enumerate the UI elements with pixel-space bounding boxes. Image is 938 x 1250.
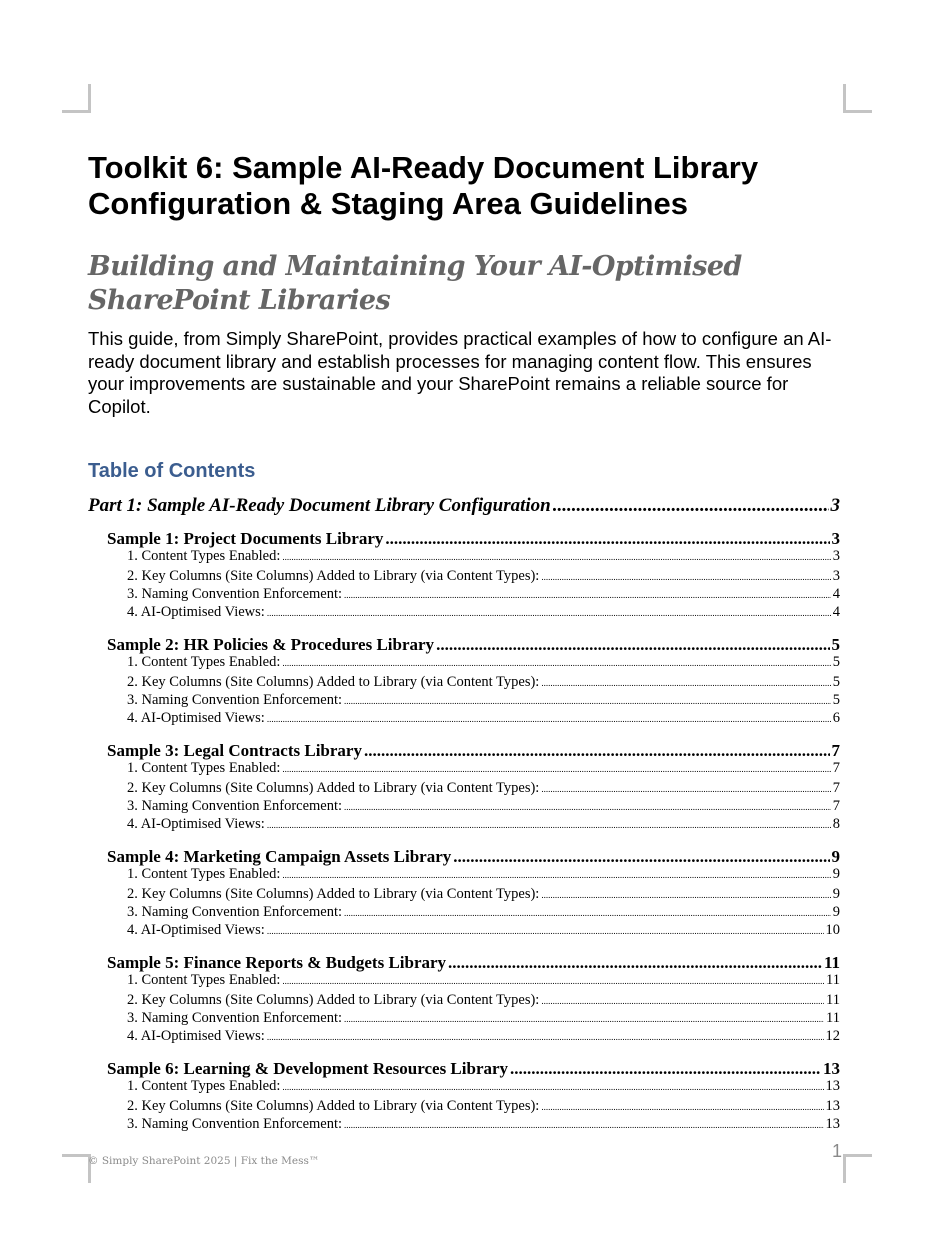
toc-subsection-entry-label: 3. Naming Convention Enforcement: xyxy=(127,1010,343,1026)
toc-part-entry-label: Part 1: Sample AI-Ready Document Library Configuration xyxy=(88,495,551,516)
toc-sample-entry-page: 13 xyxy=(823,1059,840,1078)
toc-subsection-entry[interactable] xyxy=(127,1028,840,1046)
dot-leader xyxy=(344,1120,823,1130)
toc-subsection-entry-page: 8 xyxy=(832,816,840,832)
toc-sample-entry[interactable] xyxy=(107,1059,840,1079)
toc-subsection-entry[interactable] xyxy=(127,780,840,798)
toc-subsection-entry-page: 5 xyxy=(832,674,840,690)
toc-subsection-entry-page: 6 xyxy=(832,710,840,726)
toc-subsection-entry[interactable] xyxy=(127,886,840,904)
dot-leader xyxy=(282,870,830,880)
dot-leader xyxy=(541,784,830,794)
toc-sample-entry-label: Sample 5: Finance Reports & Budgets Library xyxy=(107,953,447,972)
toc-subsection-entry-label: 1. Content Types Enabled: xyxy=(127,654,281,670)
footer-text: © Simply SharePoint 2025 | Fix the Mess™ xyxy=(88,1155,320,1167)
toc-sample-entry[interactable] xyxy=(107,635,840,655)
toc-subsection-entry-label: 1. Content Types Enabled: xyxy=(127,972,281,988)
toc-part-entry-page: 3 xyxy=(830,495,840,516)
toc-subsection-entry-page: 4 xyxy=(832,604,840,620)
toc-sample-entry-label: Sample 3: Legal Contracts Library xyxy=(107,741,362,760)
dot-leader xyxy=(541,678,830,688)
crop-mark-top-left xyxy=(62,84,91,113)
toc-subsection-entry-label: 4. AI-Optimised Views: xyxy=(127,816,265,832)
toc-subsection-entry-page: 7 xyxy=(832,780,840,796)
toc-subsection-entry-page: 5 xyxy=(832,692,840,708)
crop-mark-bottom-left xyxy=(62,1154,91,1183)
toc-sample-entry-label: Sample 6: Learning & Development Resources Library xyxy=(107,1059,509,1078)
toc-sample-entry-page: 7 xyxy=(831,741,840,760)
toc-sample-entry-page: 9 xyxy=(831,847,840,866)
toc-subsection-entry[interactable] xyxy=(127,816,840,834)
toc-subsection-entry-label: 3. Naming Convention Enforcement: xyxy=(127,586,343,602)
toc-subsection-entry-label: 4. AI-Optimised Views: xyxy=(127,710,265,726)
crop-mark-bottom-right xyxy=(843,1154,872,1183)
dot-leader xyxy=(267,926,824,936)
dot-leader xyxy=(436,635,829,655)
toc-subsection-entry-page: 5 xyxy=(832,654,840,670)
toc-subsection-entry-page: 12 xyxy=(825,1028,840,1044)
toc-subsection-entry-page: 7 xyxy=(832,798,840,814)
toc-sample-entry-label: Sample 4: Marketing Campaign Assets Library xyxy=(107,847,452,866)
toc-subsection-entry-label: 3. Naming Convention Enforcement: xyxy=(127,1116,343,1132)
toc-subsection-entry[interactable] xyxy=(127,1116,840,1134)
dot-leader xyxy=(541,1102,823,1112)
toc-subsection-entry-page: 7 xyxy=(832,760,840,776)
dot-leader xyxy=(267,714,831,724)
toc-subsection-entry-page: 3 xyxy=(832,568,840,584)
toc-subsection-entry-page: 10 xyxy=(825,922,840,938)
toc-sample-entry[interactable] xyxy=(107,741,840,761)
toc-subsection-entry-page: 13 xyxy=(825,1116,840,1132)
toc-subsection-entry-label: 2. Key Columns (Site Columns) Added to Library (via Content Types): xyxy=(127,674,540,690)
dot-leader xyxy=(282,764,830,774)
dot-leader xyxy=(344,1014,824,1024)
toc-subsection-entry-page: 11 xyxy=(826,972,840,988)
toc-subsection-entry-label: 4. AI-Optimised Views: xyxy=(127,922,265,938)
toc-sample-entry-page: 3 xyxy=(831,529,840,548)
dot-leader xyxy=(282,658,830,668)
toc-subsection-entry[interactable] xyxy=(127,692,840,710)
toc-subsection-entry-label: 2. Key Columns (Site Columns) Added to Library (via Content Types): xyxy=(127,886,540,902)
toc-subsection-entry-label: 3. Naming Convention Enforcement: xyxy=(127,798,343,814)
toc-subsection-entry[interactable] xyxy=(127,972,840,990)
toc-subsection-entry-label: 1. Content Types Enabled: xyxy=(127,548,281,564)
dot-leader xyxy=(282,976,824,986)
dot-leader xyxy=(541,996,824,1006)
dot-leader xyxy=(448,953,822,973)
dot-leader xyxy=(453,847,829,867)
toc-heading: Table of Contents xyxy=(88,460,256,482)
dot-leader xyxy=(344,590,831,600)
toc-subsection-entry-label: 1. Content Types Enabled: xyxy=(127,760,281,776)
toc-sample-entry-label: Sample 1: Project Documents Library xyxy=(107,529,384,548)
document-title: Toolkit 6: Sample AI-Ready Document Library Configuration & Staging Area Guidelines xyxy=(88,150,759,221)
dot-leader xyxy=(267,1032,824,1042)
dot-leader xyxy=(541,572,830,582)
toc-subsection-entry[interactable] xyxy=(127,568,840,586)
crop-mark-top-right xyxy=(843,84,872,113)
dot-leader xyxy=(267,820,831,830)
toc-sample-entry[interactable] xyxy=(107,529,840,549)
dot-leader xyxy=(541,890,830,900)
toc-subsection-entry-label: 4. AI-Optimised Views: xyxy=(127,1028,265,1044)
toc-subsection-entry-label: 1. Content Types Enabled: xyxy=(127,866,281,882)
toc-subsection-entry[interactable] xyxy=(127,710,840,728)
toc-subsection-entry[interactable] xyxy=(127,1078,840,1096)
dot-leader xyxy=(385,529,829,549)
dot-leader xyxy=(553,495,829,517)
dot-leader xyxy=(267,608,831,618)
toc-subsection-entry-page: 11 xyxy=(826,992,840,1008)
toc-subsection-entry-label: 2. Key Columns (Site Columns) Added to Library (via Content Types): xyxy=(127,780,540,796)
toc-subsection-entry-page: 3 xyxy=(832,548,840,564)
toc-subsection-entry[interactable] xyxy=(127,654,840,672)
toc-sample-entry[interactable] xyxy=(107,953,840,973)
toc-subsection-entry[interactable] xyxy=(127,586,840,604)
toc-subsection-entry[interactable] xyxy=(127,1010,840,1028)
toc-sample-entry[interactable] xyxy=(107,847,840,867)
toc-sample-entry-page: 5 xyxy=(831,635,840,654)
toc-subsection-entry[interactable] xyxy=(127,904,840,922)
toc-subsection-entry[interactable] xyxy=(127,992,840,1010)
dot-leader xyxy=(344,908,831,918)
toc-subsection-entry-page: 4 xyxy=(832,586,840,602)
dot-leader xyxy=(344,696,831,706)
toc-subsection-entry-label: 2. Key Columns (Site Columns) Added to Library (via Content Types): xyxy=(127,992,540,1008)
intro-paragraph: This guide, from Simply SharePoint, provides practical examples of how to configure an AI-ready document library and establish processes for managing content flow. This ensures your improvements are sustainable and your SharePoint remains a reliable source for Copilot. xyxy=(88,328,832,417)
toc-subsection-entry-label: 1. Content Types Enabled: xyxy=(127,1078,281,1094)
toc-subsection-entry-page: 13 xyxy=(825,1078,840,1094)
toc-subsection-entry[interactable] xyxy=(127,760,840,778)
toc-subsection-entry[interactable] xyxy=(127,1098,840,1116)
toc-subsection-entry-label: 3. Naming Convention Enforcement: xyxy=(127,904,343,920)
toc-subsection-entry-page: 9 xyxy=(832,886,840,902)
toc-subsection-entry[interactable] xyxy=(127,674,840,692)
toc-subsection-entry[interactable] xyxy=(127,604,840,622)
toc-subsection-entry-label: 3. Naming Convention Enforcement: xyxy=(127,692,343,708)
toc-subsection-entry[interactable] xyxy=(127,548,840,566)
toc-subsection-entry-page: 13 xyxy=(825,1098,840,1114)
toc-subsection-entry-page: 9 xyxy=(832,904,840,920)
toc-sample-entry-label: Sample 2: HR Policies & Procedures Library xyxy=(107,635,435,654)
toc-subsection-entry-label: 2. Key Columns (Site Columns) Added to Library (via Content Types): xyxy=(127,1098,540,1114)
toc-subsection-entry[interactable] xyxy=(127,922,840,940)
toc-subsection-entry-label: 2. Key Columns (Site Columns) Added to Library (via Content Types): xyxy=(127,568,540,584)
dot-leader xyxy=(510,1059,821,1079)
page-number: 1 xyxy=(832,1141,843,1161)
dot-leader xyxy=(282,1082,823,1092)
toc-subsection-entry-label: 4. AI-Optimised Views: xyxy=(127,604,265,620)
toc-subsection-entry[interactable] xyxy=(127,866,840,884)
toc-subsection-entry-page: 11 xyxy=(826,1010,840,1026)
dot-leader xyxy=(282,552,830,562)
dot-leader xyxy=(364,741,830,761)
toc-subsection-entry[interactable] xyxy=(127,798,840,816)
toc-part-entry[interactable] xyxy=(88,495,840,519)
toc-sample-entry-page: 11 xyxy=(823,953,840,972)
dot-leader xyxy=(344,802,831,812)
document-subtitle: Building and Maintaining Your AI-Optimised SharePoint Libraries xyxy=(88,251,742,316)
toc-subsection-entry-page: 9 xyxy=(832,866,840,882)
